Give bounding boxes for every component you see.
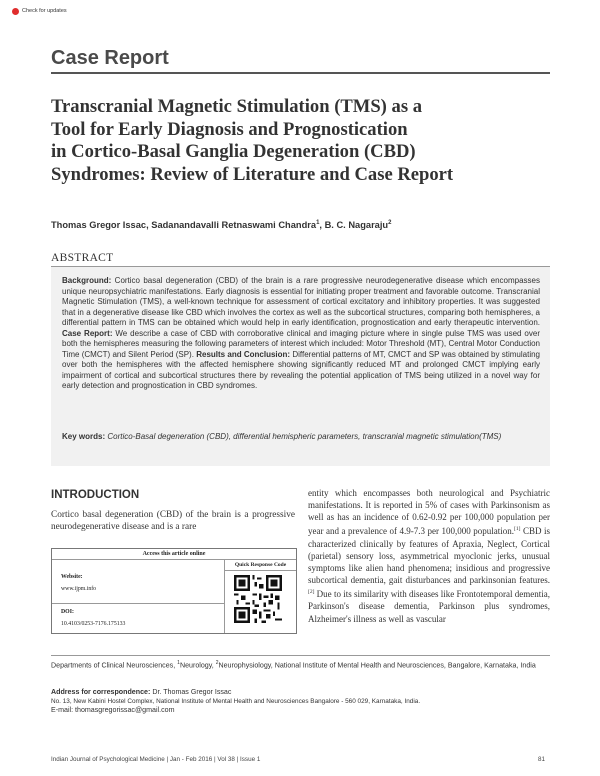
doi-value[interactable]: 10.4103/0253-7176.175133 — [61, 621, 126, 627]
introduction-heading: INTRODUCTION — [51, 489, 140, 501]
citation-ref-1[interactable]: [1] — [514, 526, 521, 533]
website-label: Website: — [61, 574, 83, 580]
intro-right-text — [308, 487, 550, 625]
section-label: Case Report — [51, 47, 169, 69]
correspondence-email[interactable]: E-mail: thomasgregorissac@gmail.com — [51, 706, 175, 715]
dept-text-b: Neurology, — [179, 661, 216, 670]
title-line: Tool for Early Diagnosis and Prognostication — [51, 118, 408, 140]
correspondence-label: Address for correspondence: — [51, 688, 151, 696]
badge-label: Check for updates — [22, 8, 67, 14]
dept-text-a: Departments of Clinical Neurosciences, — [51, 661, 178, 670]
results-text: Differential patterns of MT, CMCT and SP was obtained by stimulating over both the hemispheres with the affected hemisphere showing significantly reduced MT and prolonged CMCT implying early impairment of cortical and subcortical structures there by revealing the potential application of TMS being utilized in a novel way for early detection and prognostication in CBD syndromes. — [62, 349, 540, 390]
author-names-1: Thomas Gregor Issac, Sadanandavalli Retnaswami Chandra — [51, 220, 317, 231]
results-label: Results and Conclusion: — [196, 349, 291, 359]
citation-ref-2[interactable]: [2] — [308, 589, 315, 596]
case-report-text: We describe a case of CBD with corroborative clinical and imaging picture where in single pulse TMS was used over both the hemispheres measuring the following parameters of interest which included: Motor Threshold (MT), Central Motor Conduction Time (CMCT) and Silent Period (SP). — [62, 328, 540, 359]
correspondence — [51, 688, 550, 716]
keywords-text: Cortico-Basal degeneration (CBD), differential hemispheric parameters, transcranial magnetic stimulation(TMS) — [105, 432, 502, 441]
correspondence-name: Dr. Thomas Gregor Issac — [150, 688, 232, 696]
author-names-2: , B. C. Nagaraju — [319, 220, 389, 231]
intro-para-3: Due to its similarity with diseases like Frontotemporal dementia, Parkinson's disease dementia, Parkinson plus syndromes, Alzheimer's illness as well as vascular — [308, 589, 550, 624]
intro-left-text: Cortico basal degeneration (CBD) of the brain is a progressive neurodegenerative disease and is a rare — [51, 510, 295, 532]
correspondence-address: No. 13, New Kabini Hostel Complex, National Institute of Mental Health and Neurosciences Bangalore - 560 029, Karnataka, India. — [51, 698, 421, 706]
page-number: 81 — [538, 756, 546, 763]
access-divider — [52, 603, 224, 604]
abstract-body — [62, 276, 540, 392]
qr-heading: Quick Response Code — [225, 560, 296, 571]
title-line: Transcranial Magnetic Stimulation (TMS) as a — [51, 96, 423, 117]
author-sup-2: 2 — [388, 220, 392, 226]
case-report-label: Case Report: — [62, 328, 113, 338]
dept-sup-1: 1 — [177, 660, 180, 666]
article-title — [51, 96, 551, 186]
access-info — [52, 560, 225, 633]
intro-para-2: CBD is characterized clinically by features of Apraxia, Neglect, Cortical (parietal) sensory loss, asymmetrical myoclonic jerks, unusual symptoms like alien hand phenomena; insidious and progressive subcortical dementia, gait disturbances and parkinsonian features. — [308, 526, 550, 586]
keywords-label: Key words: — [62, 432, 106, 441]
author-list — [51, 220, 391, 230]
access-online-box — [51, 548, 297, 634]
dept-sup-2: 2 — [215, 660, 219, 666]
update-icon — [12, 8, 19, 15]
doi-label: DOI: — [61, 609, 74, 615]
journal-footer: Indian Journal of Psychological Medicine | Jan - Feb 2016 | Vol 38 | Issue 1 — [51, 756, 261, 763]
title-line: in Cortico-Basal Ganglia Degeneration (CBD) — [51, 141, 416, 162]
keywords — [62, 432, 540, 443]
background-text: Cortico basal degeneration (CBD) of the brain is a rare progressive neurodegenerative disease which encompasses unique neuropsychiatric manifestations. Early diagnosis is essential for initiating proper treatment and favorable outcome. Transcranial Magnetic Stimulation (TMS), a well-known technique for assessment of cortical excitatory and inhibitory properties. It was suggested that in a degenerative disease like CBD which involves the cortex as well as the subcortical structures, comparing both hemispheres, a differential pattern in TMS can be obtained which would help in early identification, prognostication and early therapeutic intervention. — [62, 276, 540, 327]
author-sup-1: 1 — [316, 220, 320, 226]
affiliations — [51, 659, 550, 671]
background-label: Background: — [62, 276, 112, 285]
check-for-updates-badge[interactable] — [12, 6, 67, 16]
header-rule — [51, 72, 550, 74]
intro-para-1: entity which encompasses both neurological and Psychiatric manifestations. It is reported in 5% of cases with Parkinsonism as well as has an incidence of 0.62-0.92 per 100,000 population per year and a prevalence of 4.9-7.3 per 100,000 population. — [308, 488, 550, 537]
abstract-heading: ABSTRACT — [51, 252, 114, 264]
qr-code-icon[interactable] — [234, 575, 282, 623]
dept-text-c: Neurophysiology, National Institute of Mental Health and Neurosciences, Bangalore, Karnataka, India — [218, 661, 536, 670]
website-link[interactable]: www.ijpm.info — [61, 586, 97, 592]
title-line: Syndromes: Review of Literature and Case Report — [51, 163, 454, 185]
access-heading: Access this article online — [52, 549, 296, 560]
